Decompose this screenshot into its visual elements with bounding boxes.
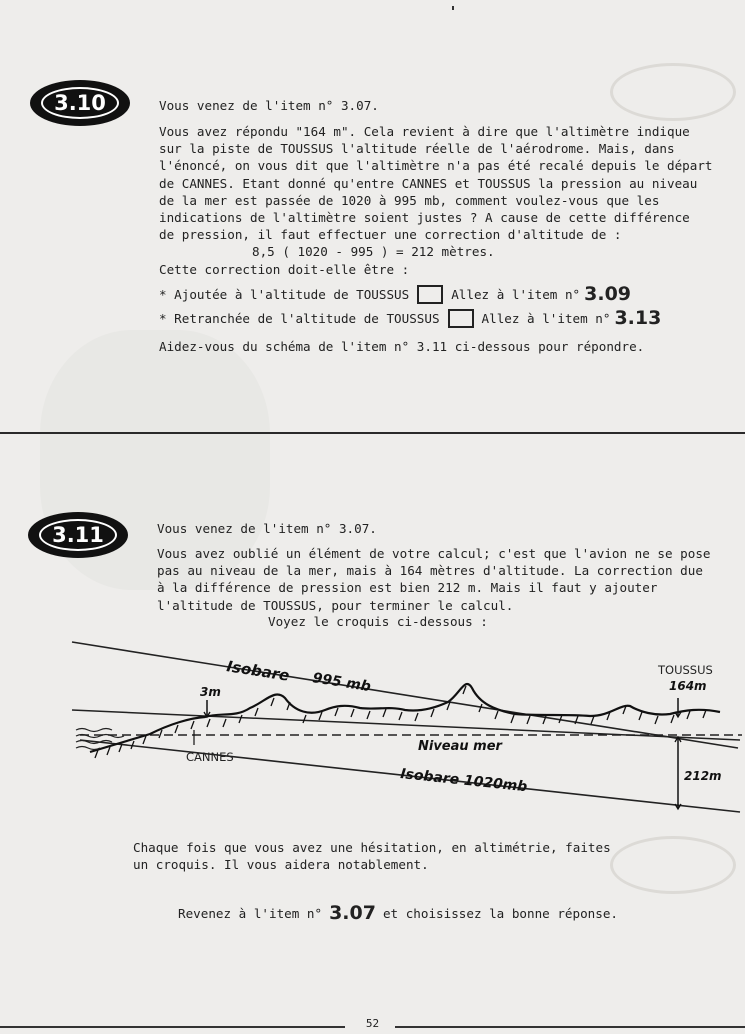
option-label: * Ajoutée à l'altitude de TOUSSUS [159, 286, 410, 302]
ghost-badge-top [610, 63, 736, 121]
goto-item-number[interactable]: 3.09 [584, 283, 632, 305]
paragraph-line: de pression, il faut effectuer une correction d'altitude de : [159, 227, 622, 243]
goto-item-number[interactable]: 3.13 [614, 307, 662, 329]
item-intro: Vous venez de l'item n° 3.07. [157, 521, 377, 536]
return-text-after: et choisissez la bonne réponse. [382, 905, 618, 921]
terrain-hatching [95, 686, 706, 758]
altimetry-sketch [70, 630, 745, 820]
paragraph-line: de la mer est passée de 1020 à 995 mb, comment voulez-vous que les [159, 192, 660, 208]
correction-label: 212m [684, 769, 722, 783]
ghost-badge-bottom [610, 836, 736, 894]
isobare-top-label: Isobare [225, 657, 291, 685]
correction-formula: 8,5 ( 1020 - 995 ) = 212 mètres. [252, 244, 495, 259]
answer-checkbox[interactable] [448, 309, 474, 328]
advice-line: un croquis. Il vous aidera notablement. [133, 857, 429, 873]
isobare-bottom-label: Isobare 1020mb [399, 766, 529, 796]
paragraph-line: sur la piste de TOUSSUS l'altitude réelle de l'aérodrome. Mais, dans [159, 141, 675, 157]
cannes-height-label: 3m [200, 685, 221, 699]
help-text: Aidez-vous du schéma de l'item n° 3.11 ci-dessous pour répondre. [159, 339, 645, 354]
option-label: * Retranchée de l'altitude de TOUSSUS [159, 310, 440, 326]
question-text: Cette correction doit-elle être : [159, 262, 410, 277]
toussus-label: TOUSSUS [658, 663, 713, 677]
return-text: Revenez à l'item n° [178, 905, 323, 921]
advice-text [133, 839, 611, 873]
paragraph-line: à la différence de pression est bien 212 m. Mais il faut y ajouter [157, 580, 658, 596]
sea-level-label: Niveau mer [418, 739, 502, 754]
paragraph-line: pas au niveau de la mer, mais à 164 mètres d'altitude. La correction due [157, 563, 703, 579]
section-divider [0, 432, 745, 434]
isobare-995-line [72, 642, 738, 748]
see-sketch-text: Voyez le croquis ci-dessous : [268, 614, 488, 629]
top-tick [452, 6, 454, 10]
answer-checkbox[interactable] [417, 285, 443, 304]
return-instruction [178, 902, 618, 924]
paragraph-line: l'altitude de TOUSSUS, pour terminer le calcul. [157, 597, 514, 613]
paragraph-line: Vous avez oublié un élément de votre calcul; c'est que l'avion ne se pose [157, 546, 711, 561]
item-badge-3-11 [28, 512, 128, 558]
item-badge-3-10 [30, 80, 130, 126]
option-subtract[interactable] [159, 307, 661, 329]
item-badge-label: 3.10 [41, 87, 119, 119]
cannes-label: CANNES [186, 750, 234, 764]
goto-text: Allez à l'item n° [451, 286, 581, 302]
item-paragraph [157, 545, 711, 614]
item-badge-label: 3.11 [39, 519, 117, 551]
sea-waves [76, 729, 124, 750]
toussus-alt-label: 164m [669, 679, 707, 693]
paragraph-line: l'énoncé, on vous dit que l'altimètre n'a pas été recalé depuis le départ [159, 158, 713, 174]
paragraph-line: indications de l'altimètre soient justes ? A cause de cette différence [159, 210, 690, 226]
item-paragraph [159, 123, 713, 243]
item-intro: Vous venez de l'item n° 3.07. [159, 98, 379, 113]
paragraph-line: Vous avez répondu "164 m". Cela revient à dire que l'altimètre indique [159, 124, 690, 139]
option-add[interactable] [159, 283, 631, 305]
return-item-number[interactable]: 3.07 [329, 902, 376, 924]
page-number: 52 [365, 1017, 380, 1030]
isobare-top-value: 995 mb [311, 670, 372, 696]
paragraph-line: de CANNES. Etant donné qu'entre CANNES et TOUSSUS la pression au niveau [159, 175, 698, 191]
goto-text: Allez à l'item n° [481, 310, 611, 326]
advice-line: Chaque fois que vous avez une hésitation, en altimétrie, faites [133, 840, 611, 855]
